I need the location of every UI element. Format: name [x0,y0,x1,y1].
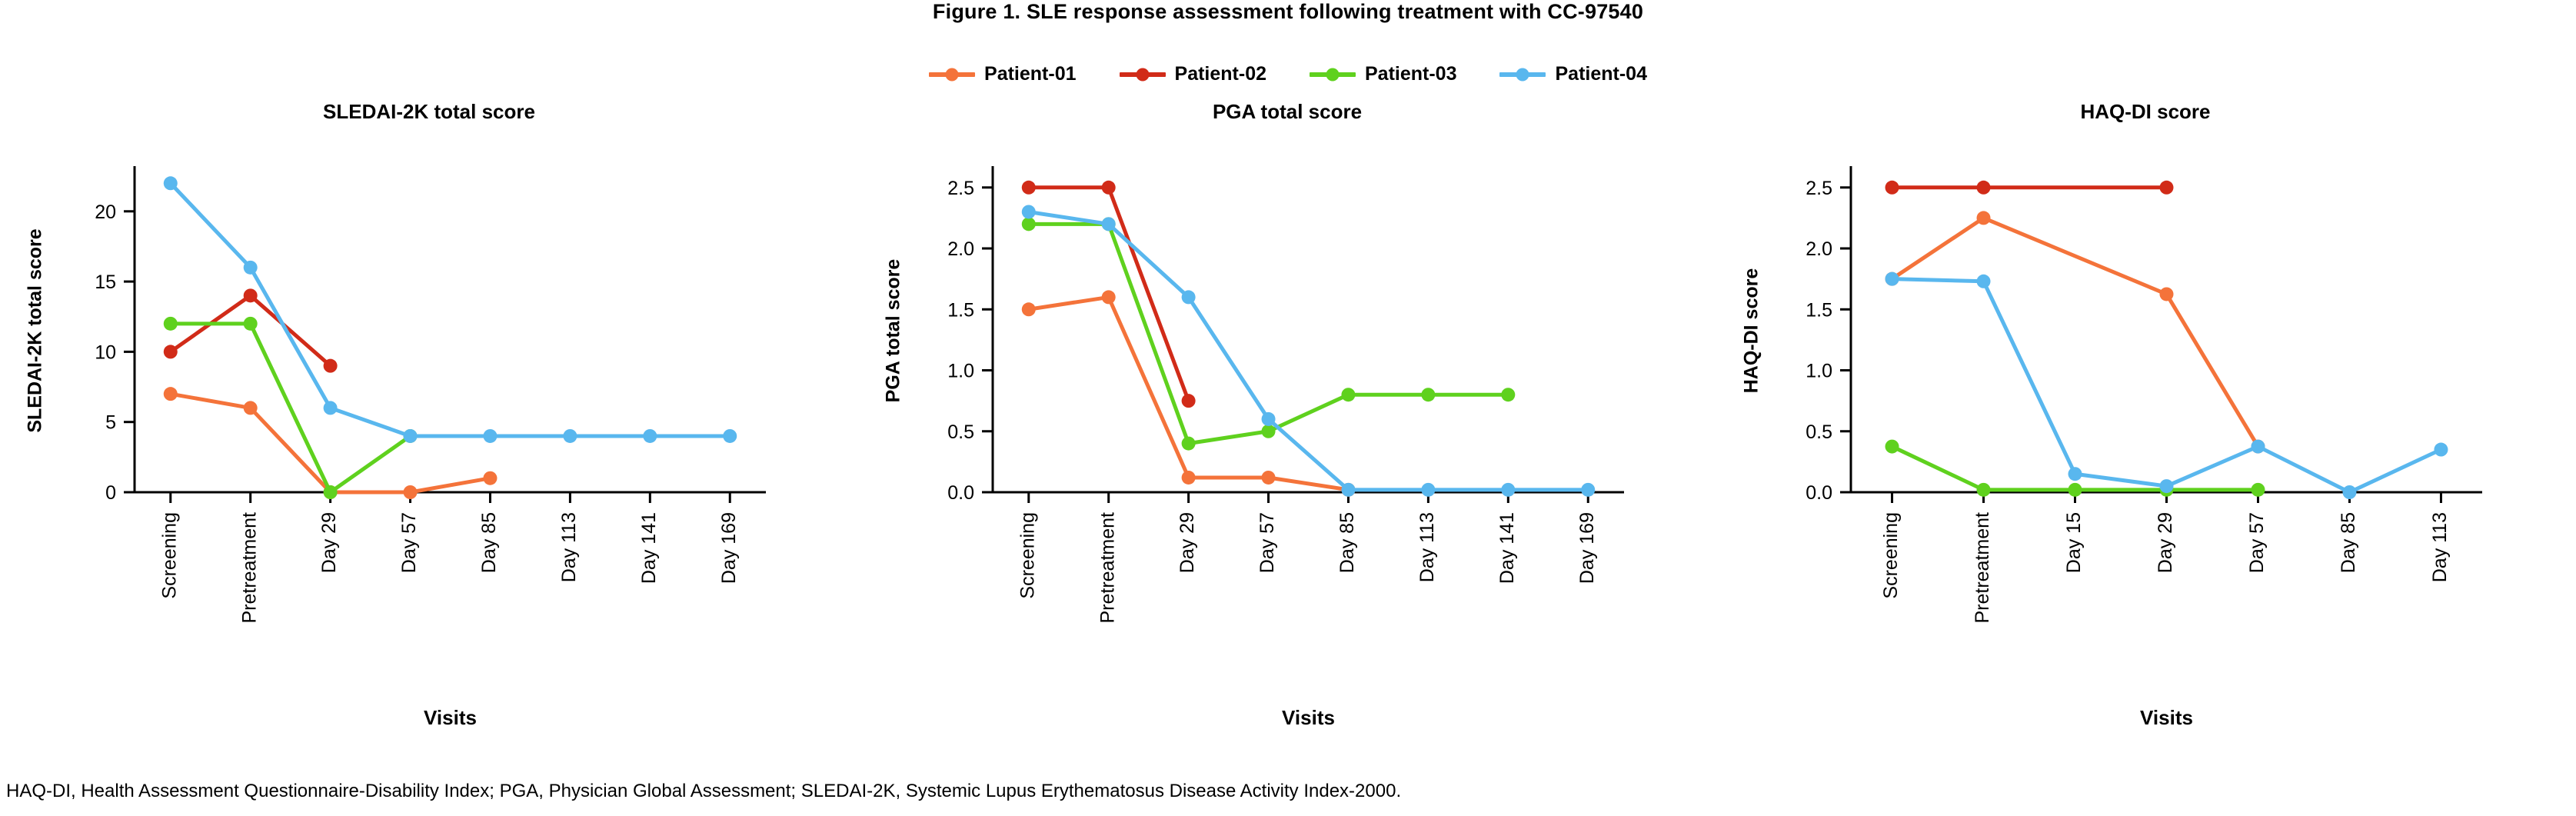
y-tick-label: 1.5 [1806,299,1832,321]
y-tick-label: 2.5 [1806,177,1832,199]
plot-area-haqdi [1716,138,2574,746]
legend [0,63,2576,85]
x-axis-title: Visits [1282,706,1335,729]
series-point [2068,483,2082,497]
series-point [2251,440,2265,454]
series-line [171,183,730,436]
series-point [1262,471,1276,485]
series-point [404,429,418,443]
x-tick-label: Day 57 [398,512,421,574]
x-tick-label: Day 29 [2155,512,2177,574]
series-point [2342,485,2356,499]
series-point [1022,181,1036,195]
x-tick-label: Pretreatment [1972,512,1994,624]
series-point [244,261,258,275]
series-point [244,317,258,331]
panel-title: SLEDAI-2K total score [323,100,535,123]
series-point [1421,388,1435,401]
legend-label: Patient-02 [1174,63,1266,85]
series-point [244,288,258,302]
y-tick-label: 20 [95,201,116,223]
x-tick-label: Day 113 [557,512,580,583]
y-tick-label: 0.5 [1806,421,1832,443]
series-point [1977,181,1991,195]
series-point [1182,394,1196,408]
series-point [164,345,178,358]
series-point [483,471,497,485]
series-line [1892,218,2258,446]
legend-color-swatch-patient-02 [1120,72,1166,77]
panel-title: HAQ-DI score [2080,100,2211,123]
series-point [563,429,577,443]
series-point [2434,443,2448,457]
x-tick-label: Pretreatment [1097,512,1119,624]
series-point [1977,211,1991,225]
series-point [1262,412,1276,426]
x-tick-label: Day 85 [2338,512,2360,574]
legend-item [1310,63,1456,85]
y-tick-label: 15 [95,271,116,294]
y-axis-title: SLEDAI-2K total score [24,228,46,433]
series-point [723,429,737,443]
series-point [164,387,178,401]
chart-svg [858,138,1716,746]
figure-title: Figure 1. SLE response assessment following treatment with CC-97540 [932,0,1644,23]
series-line [171,324,411,492]
series-point [324,401,338,415]
x-tick-label: Day 141 [1496,512,1518,585]
chart-panel-sledai [0,100,858,746]
x-tick-label: Screening [158,512,181,599]
legend-label: Patient-03 [1365,63,1457,85]
series-line [171,295,331,365]
x-axis-title: Visits [2140,706,2193,729]
series-point [164,176,178,190]
series-point [1421,483,1435,497]
series-point [483,429,497,443]
x-tick-label: Day 169 [717,511,740,585]
plot-area-pga [858,138,1716,746]
x-tick-label: Day 141 [637,512,660,585]
y-tick-label: 2.0 [947,238,974,261]
series-point [1885,272,1899,286]
series-line [1029,211,1588,489]
chart-svg [0,138,858,746]
legend-item [1120,63,1266,85]
series-point [1885,181,1899,195]
series-point [1102,181,1116,195]
figure-footnote: HAQ-DI, Health Assessment Questionnaire-Disability Index; PGA, Physician Global Assessment; SLEDAI-2K, Systemic Lupus Erythematosus Disease Activity Index-2000. [6,781,1402,801]
y-tick-label: 1.0 [1806,360,1832,382]
series-point [324,359,338,373]
x-tick-label: Day 57 [2246,512,2268,574]
y-tick-label: 0.0 [947,482,974,504]
series-point [244,401,258,415]
x-tick-label: Pretreatment [238,512,261,624]
y-tick-label: 1.0 [947,360,974,382]
series-point [1341,388,1355,401]
x-tick-label: Day 85 [1336,512,1359,574]
series-point [1182,437,1196,451]
series-line [1029,224,1509,443]
series-point [1262,425,1276,438]
legend-color-swatch-patient-01 [929,72,975,77]
series-line [1029,297,1349,489]
series-point [2251,483,2265,497]
series-point [2160,181,2174,195]
chart-svg [1716,138,2574,746]
chart-panels [0,100,2576,746]
series-point [1102,290,1116,304]
x-tick-label: Screening [1880,512,1902,599]
panel-title: PGA total score [1212,100,1363,123]
x-tick-label: Day 113 [2429,512,2451,583]
y-axis-title: PGA total score [882,258,904,403]
series-point [643,429,657,443]
series-point [324,485,338,499]
legend-color-swatch-patient-04 [1499,72,1546,77]
series-point [1102,217,1116,231]
series-point [2160,287,2174,301]
series-point [1885,440,1899,454]
x-tick-label: Day 29 [318,512,341,574]
series-point [1182,471,1196,485]
y-tick-label: 0.0 [1806,482,1832,504]
series-point [164,317,178,331]
x-tick-label: Day 57 [1256,512,1279,574]
plot-area-sledai [0,138,858,746]
y-tick-label: 2.0 [1806,238,1832,261]
x-tick-label: Day 85 [478,512,501,574]
x-tick-label: Day 169 [1576,511,1598,585]
chart-panel-pga [858,100,1716,746]
series-point [1022,217,1036,231]
series-point [2160,479,2174,493]
y-tick-label: 0 [105,482,116,504]
series-point [1501,388,1515,401]
series-point [1022,205,1036,218]
x-tick-label: Day 15 [2063,512,2085,574]
series-point [1341,483,1355,497]
legend-label: Patient-04 [1555,63,1647,85]
series-point [404,485,418,499]
series-point [1501,483,1515,497]
y-axis-title: HAQ-DI score [1740,268,1762,394]
series-point [1022,302,1036,316]
chart-panel-haqdi [1716,100,2574,746]
series-point [2068,467,2082,481]
y-tick-label: 2.5 [947,177,974,199]
y-tick-label: 0.5 [947,421,974,443]
legend-item [1499,63,1646,85]
series-point [1182,290,1196,304]
y-tick-label: 1.5 [947,299,974,321]
x-tick-label: Day 29 [1177,512,1199,574]
legend-item [929,63,1076,85]
series-point [1581,483,1595,497]
x-tick-label: Day 113 [1416,512,1438,583]
legend-color-swatch-patient-03 [1310,72,1356,77]
y-tick-label: 5 [105,411,116,434]
series-point [1977,483,1991,497]
y-tick-label: 10 [95,341,116,364]
x-axis-title: Visits [424,706,477,729]
x-tick-label: Screening [1017,512,1039,599]
legend-label: Patient-01 [984,63,1077,85]
series-point [1977,275,1991,288]
series-line [1892,279,2441,492]
